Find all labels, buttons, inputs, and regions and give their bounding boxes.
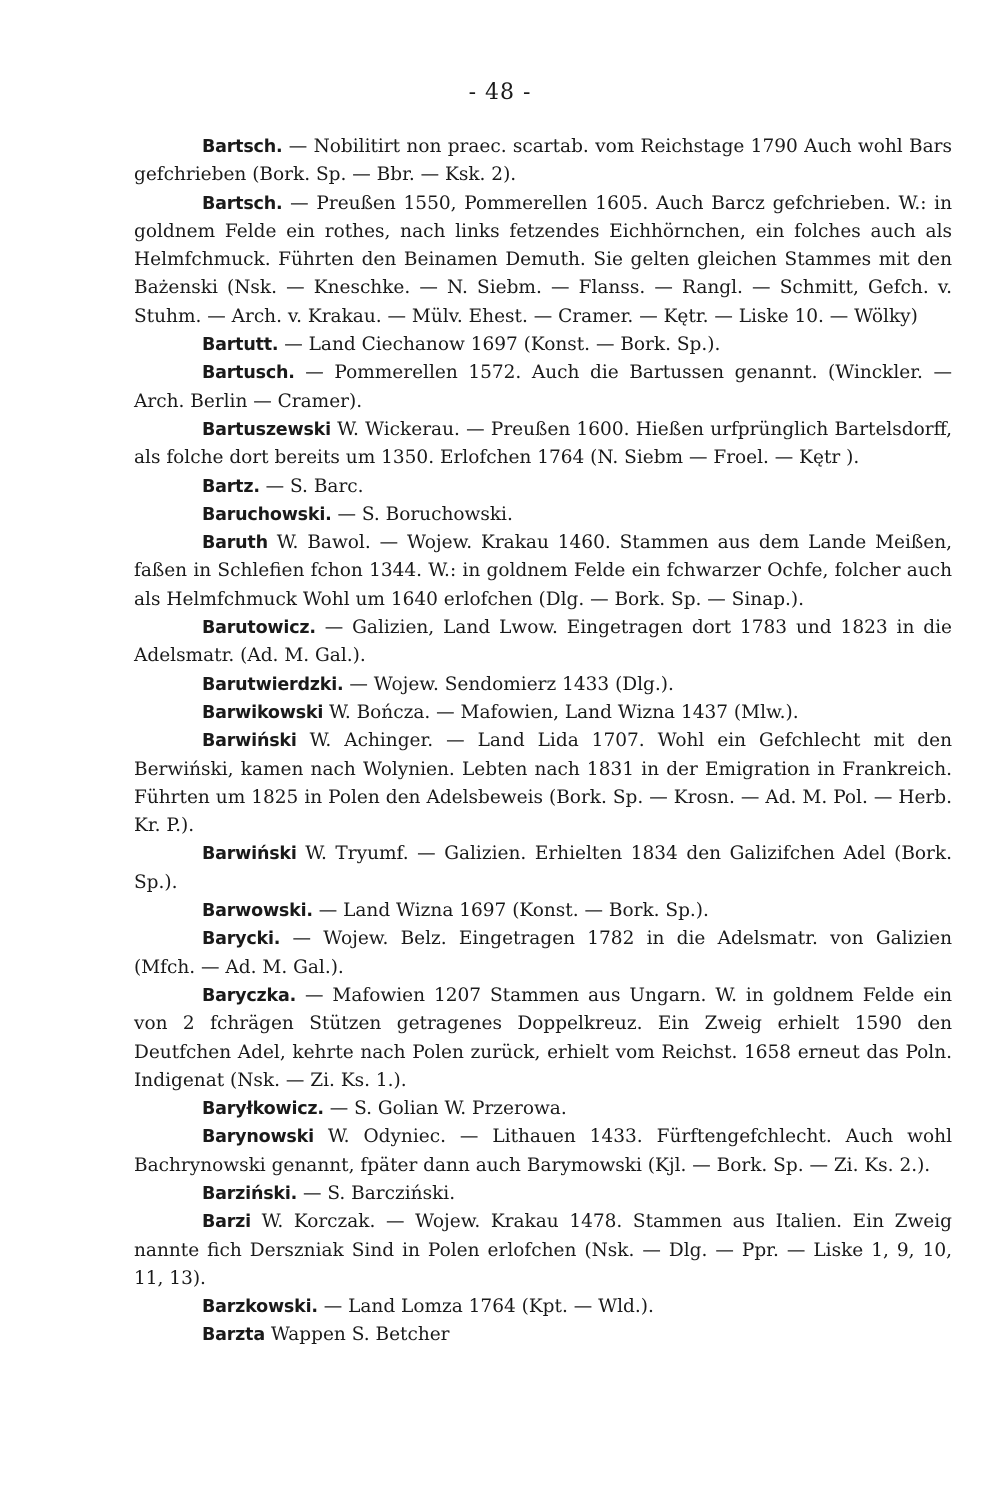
list-item — [134, 1293, 952, 1321]
entry-name: Barwiński — [202, 731, 297, 752]
list-item — [134, 529, 952, 614]
list-item — [134, 614, 952, 671]
entry-text: Wappen S. Betcher — [264, 1324, 450, 1346]
entry-name: Baruchowski. — [202, 504, 332, 525]
entry-list — [134, 133, 952, 1350]
entry-text: — Wojew. Sendomierz 1433 (Dlg.). — [343, 673, 674, 695]
entry-text: — Land Lomza 1764 (Kpt. — Wld.). — [317, 1296, 654, 1318]
entry-text: W. Wickerau. — Preußen 1600. Hießen urfprünglich Bartelsdorff, als folche dort bereits um 1350. Erlofchen 1764 (N. Siebm — Froel. — Kętr ). — [134, 418, 952, 469]
list-item — [134, 1123, 952, 1180]
entry-text: W. Tryumf. — Galizien. Erhielten 1834 den Galizifchen Adel (Bork. Sp.). — [134, 843, 952, 893]
entry-name: Baryłkowicz. — [202, 1099, 324, 1120]
page-number: - 48 - — [468, 80, 532, 105]
entry-text: — S. Golian W. Przerowa. — [323, 1098, 567, 1120]
list-item — [134, 133, 952, 190]
entry-name: Barwowski. — [202, 901, 313, 922]
list-item — [134, 727, 952, 840]
entry-name: Bartsch. — [202, 137, 283, 157]
list-item — [134, 897, 952, 925]
list-item — [134, 1180, 952, 1208]
entry-text: W. Bończa. — Mafowien, Land Wizna 1437 (Mlw.). — [323, 701, 799, 723]
entry-name: Barzkowski. — [202, 1297, 318, 1318]
entry-text: — Wojew. Belz. Eingetragen 1782 in die Adelsmatr. von Galizien (Mfch. — Ad. M. Gal.). — [134, 928, 952, 978]
entry-name: Barycki. — [202, 929, 281, 950]
list-item — [134, 840, 952, 897]
entry-name: Bartuszewski — [202, 419, 331, 440]
entry-name: Barutwierdzki. — [202, 674, 344, 695]
entry-text: — Land Ciechanow 1697 (Konst. — Bork. Sp.). — [278, 334, 721, 356]
entry-name: Barwikowski — [202, 702, 324, 723]
entry-text: — Mafowien 1207 Stammen aus Ungarn. W. in goldnem Felde ein von 2 fchrägen Stützen getragenes Doppelkreuz. Ein Zweig erhielt 1590 den Deutfchen Adel, kehrte nach Polen zurück, erhielt vom Reichst. 1658 erneut das Poln. Indigenat (Nsk. — Zi. Ks. 1.). — [134, 984, 952, 1091]
entry-text: — Galizien, Land Lwow. Eingetragen dort 1783 und 1823 in die Adelsmatr. (Ad. M. Gal.). — [134, 617, 952, 667]
entry-name: Barwiński — [202, 844, 297, 865]
list-item — [134, 982, 952, 1095]
entry-text: W. Korczak. — Wojew. Krakau 1478. Stammen aus Italien. Ein Zweig nannte fich Derszniak Sind in Polen erlofchen (Nsk. — Dlg. — Ppr. — Liske 1, 9, 10, 11, 13). — [134, 1211, 952, 1289]
list-item — [134, 501, 952, 529]
list-item — [134, 1321, 952, 1349]
entry-text: — Nobilitirt non praec. scartab. vom Reichstage 1790 Auch wohl Bars gefchrieben (Bork. Sp. — Bbr. — Ksk. 2). — [134, 136, 952, 186]
entry-name: Barziński. — [202, 1183, 298, 1204]
list-item — [134, 925, 952, 982]
entry-name: Bartusch. — [202, 363, 295, 384]
entry-name: Bartsch. — [202, 193, 283, 214]
list-item — [134, 331, 952, 359]
entry-text: — Preußen 1550, Pommerellen 1605. Auch Barcz gefchrieben. W.: in goldnem Felde ein rothes, nach links fetzendes Eichhörnchen, ein folches auch als Helmfchmuck. Führten den Beinamen Demuth. Sie gelten gleichen Stammes mit den Bażenski (Nsk. — Kneschke. — N. Siebm. — Flanss. — Rangl. — Schmitt, Gefch. v. Stuhm. — Arch. v. Krakau. — Mülv. Ehest. — Cramer. — Kętr. — Liske 10. — Wölky) — [134, 192, 952, 327]
list-item — [134, 416, 952, 473]
list-item — [134, 671, 952, 699]
entry-name: Bartutt. — [202, 335, 279, 356]
entry-text: — S. Barcziński. — [297, 1182, 456, 1204]
entry-text: — Land Wizna 1697 (Konst. — Bork. Sp.). — [312, 900, 709, 922]
entry-name: Baruth — [202, 533, 268, 554]
list-item — [134, 1095, 952, 1123]
entry-text: — Pommerellen 1572. Auch die Bartussen genannt. (Winckler. — Arch. Berlin — Cramer). — [134, 362, 952, 412]
entry-name: Barzi — [202, 1212, 251, 1233]
list-item — [134, 1208, 952, 1293]
list-item — [134, 699, 952, 727]
list-item — [134, 359, 952, 416]
list-item — [134, 190, 952, 331]
entry-name: Baryczka. — [202, 985, 297, 1006]
entry-text: W. Achinger. — Land Lida 1707. Wohl ein Gefchlecht mit den Berwiński, kamen nach Wolynien. Lebten nach 1831 in der Emigration in Frankreich. Führten um 1825 in Polen den Adelsbeweis (Bork. Sp. — Krosn. — Ad. M. Pol. — Herb. Kr. P.). — [134, 730, 952, 837]
entry-name: Bartz. — [202, 476, 260, 497]
entry-text: — S. Boruchowski. — [331, 503, 513, 525]
entry-text: W. Bawol. — Wojew. Krakau 1460. Stammen aus dem Lande Meißen, faßen in Schlefien fchon 1344. W.: in goldnem Felde ein fchwarzer Ochfe, folcher auch als Helmfchmuck Wohl um 1640 erlofchen (Dlg. — Bork. Sp. — Sinap.). — [134, 532, 952, 610]
list-item — [134, 473, 952, 501]
entry-name: Barzta — [202, 1325, 265, 1346]
entry-name: Barynowski — [202, 1127, 314, 1148]
entry-text: W. Odyniec. — Lithauen 1433. Fürftengefchlecht. Auch wohl Bachrynowski genannt, fpäter dann auch Barymowski (Kjl. — Bork. Sp. — Zi. Ks. 2.). — [134, 1126, 952, 1176]
entry-text: — S. Barc. — [259, 475, 364, 497]
entry-name: Barutowicz. — [202, 618, 316, 639]
